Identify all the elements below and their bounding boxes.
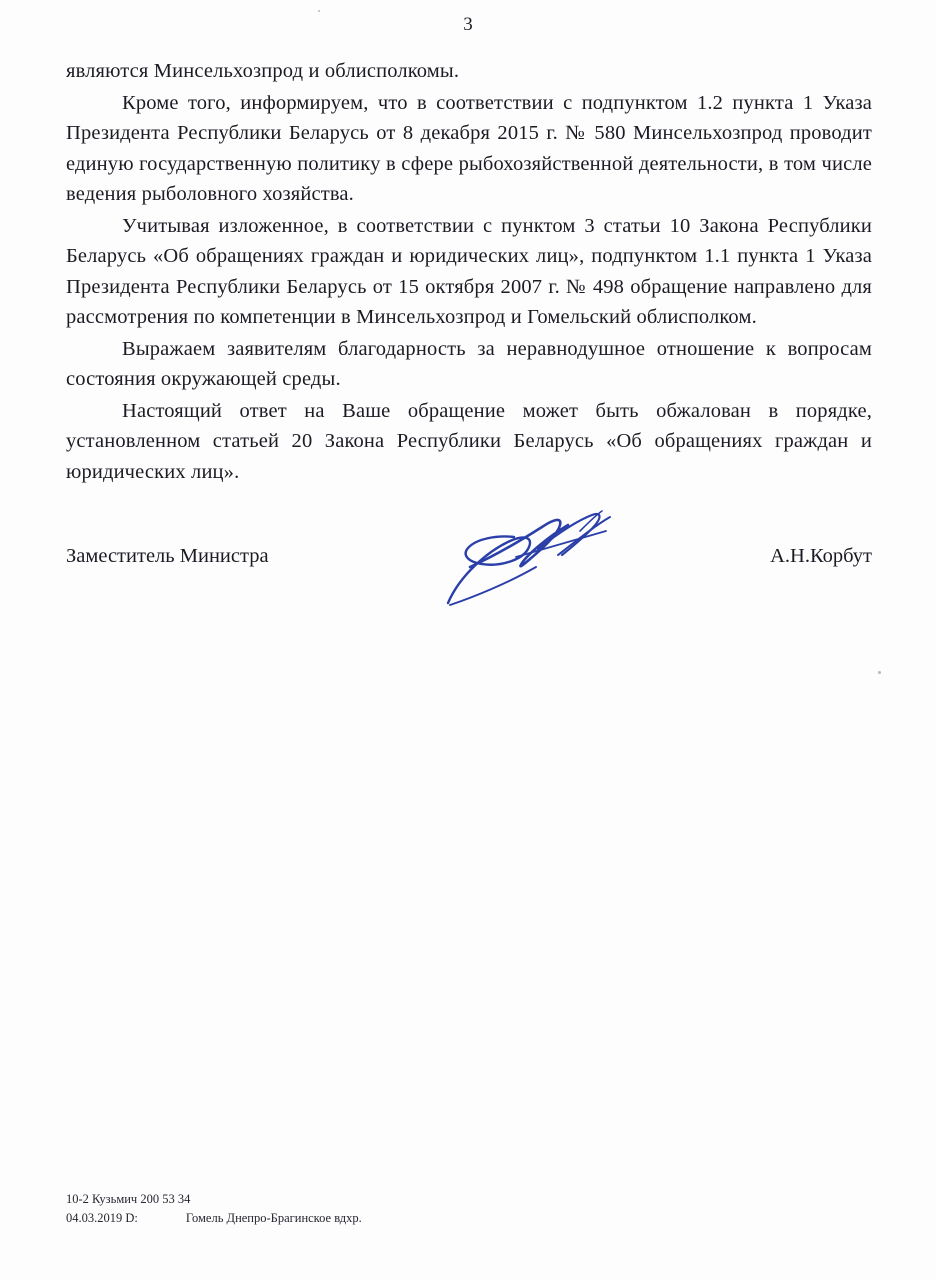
scan-speck: [878, 671, 881, 674]
footer-subject: Гомель Днепро-Брагинское вдхр.: [185, 1211, 362, 1225]
document-body: [66, 56, 872, 488]
paragraph-2: Кроме того, информируем, что в соответствии с подпунктом 1.2 пункта 1 Указа Президента Республики Беларусь от 8 декабря 2015 г. № 580 Минсельхозпрод проводит единую государственную политику в сфере рыбохозяйственной деятельности, в том числе ведения рыболовного хозяйства.: [66, 91, 872, 205]
footer-line-2: [66, 1209, 362, 1228]
paragraph-3: Учитывая изложенное, в соответствии с пунктом 3 статьи 10 Закона Республики Беларусь «Об обращениях граждан и юридических лиц», подпунктом 1.1 пункта 1 Указа Президента Республики Беларусь от 15 октября 2007 г. № 498 обращение направлено для рассмотрения по компетенции в Минсельхозпрод и Гомельский облисполком.: [66, 214, 872, 328]
document-footer: [66, 1190, 362, 1228]
footer-date: 04.03.2019 D:: [66, 1211, 138, 1225]
signatory-name: А.Н.Корбут: [770, 545, 872, 567]
paragraph-4: Выражаем заявителям благодарность за неравнодушное отношение к вопросам состояния окружающей среды.: [66, 337, 872, 390]
signatory-title: Заместитель Министра: [66, 545, 269, 567]
paragraph-5: Настоящий ответ на Ваше обращение может быть обжалован в порядке, установленном статьей 20 Закона Республики Беларусь «Об обращениях граждан и юридических лиц».: [66, 399, 872, 483]
page-number: 3: [463, 14, 473, 35]
scan-speck: [318, 10, 320, 12]
paragraph-1: являются Минсельхозпрод и облисполкомы.: [66, 60, 460, 82]
footer-line-1: 10-2 Кузьмич 200 53 34: [66, 1192, 191, 1206]
signature-block: [66, 545, 872, 568]
